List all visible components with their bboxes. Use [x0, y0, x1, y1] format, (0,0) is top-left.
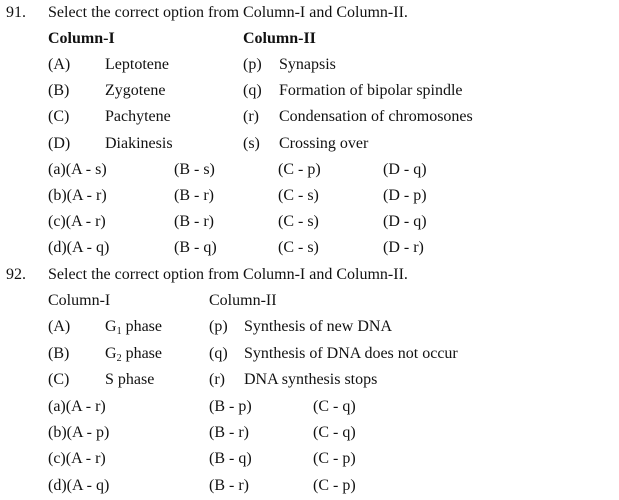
row-label: (q) [209, 345, 228, 362]
column-2-header: Column-II [209, 292, 277, 309]
row-term: Pachytene [105, 108, 171, 125]
question-number: 91. [6, 4, 26, 21]
row-label: (r) [209, 371, 225, 388]
row-term: S phase [105, 371, 155, 388]
row-label: (p) [209, 318, 228, 335]
option-part: (C - s) [278, 239, 319, 256]
option-part: (C - s) [278, 187, 319, 204]
option-part: (C - p) [313, 477, 356, 494]
option-part: (b)(A - r) [48, 187, 107, 204]
question-stem: Select the correct option from Column-I and Column-II. [48, 266, 408, 283]
row-description: Synthesis of new DNA [244, 318, 392, 335]
question-number: 92. [6, 266, 26, 283]
option-part: (B - r) [174, 213, 214, 230]
row-label: (A) [48, 318, 71, 335]
option-part: (c)(A - r) [48, 450, 106, 467]
option-part: (C - q) [313, 398, 356, 415]
option-part: (B - s) [174, 161, 215, 178]
row-label: (C) [48, 371, 70, 388]
row-label: (q) [243, 82, 262, 99]
row-description: Synapsis [279, 56, 336, 73]
option-part: (B - p) [209, 398, 252, 415]
row-label: (B) [48, 345, 70, 362]
row-label: (A) [48, 56, 71, 73]
row-label: (C) [48, 108, 70, 125]
row-description: Synthesis of DNA does not occur [244, 345, 458, 362]
column-1-header: Column-I [48, 30, 115, 47]
row-label: (B) [48, 82, 70, 99]
row-description: Crossing over [279, 135, 369, 152]
column-1-header: Column-I [48, 292, 111, 309]
option-part: (C - p) [313, 450, 356, 467]
option-part: (B - r) [209, 477, 249, 494]
row-description: Formation of bipolar spindle [279, 82, 463, 99]
option-part: (D - q) [383, 161, 427, 178]
row-term: $G_2$ phase [105, 345, 162, 364]
option-part: (D - r) [383, 239, 424, 256]
row-term: Diakinesis [105, 135, 173, 152]
option-part: (D - q) [383, 213, 427, 230]
option-part: (D - p) [383, 187, 427, 204]
option-part: (B - q) [209, 450, 252, 467]
row-label: (s) [243, 135, 260, 152]
question-stem: Select the correct option from Column-I and Column-II. [48, 4, 408, 21]
option-part: (c)(A - r) [48, 213, 106, 230]
option-part: (a)(A - s) [48, 161, 107, 178]
row-description: Condensation of chromosones [279, 108, 473, 125]
option-part: (a)(A - r) [48, 398, 106, 415]
row-description: DNA synthesis stops [244, 371, 378, 388]
option-part: (C - p) [278, 161, 321, 178]
row-label: (r) [243, 108, 259, 125]
option-part: (d)(A - q) [48, 239, 110, 256]
option-part: (d)(A - q) [48, 477, 110, 494]
option-part: (B - r) [209, 424, 249, 441]
option-part: (B - r) [174, 187, 214, 204]
row-term: $G_1$ phase [105, 318, 162, 337]
row-label: (p) [243, 56, 262, 73]
option-part: (C - q) [313, 424, 356, 441]
row-term: Zygotene [105, 82, 166, 99]
option-part: (B - q) [174, 239, 217, 256]
option-part: (b)(A - p) [48, 424, 110, 441]
option-part: (C - s) [278, 213, 319, 230]
column-2-header: Column-II [243, 30, 316, 47]
row-term: Leptotene [105, 56, 169, 73]
row-label: (D) [48, 135, 71, 152]
